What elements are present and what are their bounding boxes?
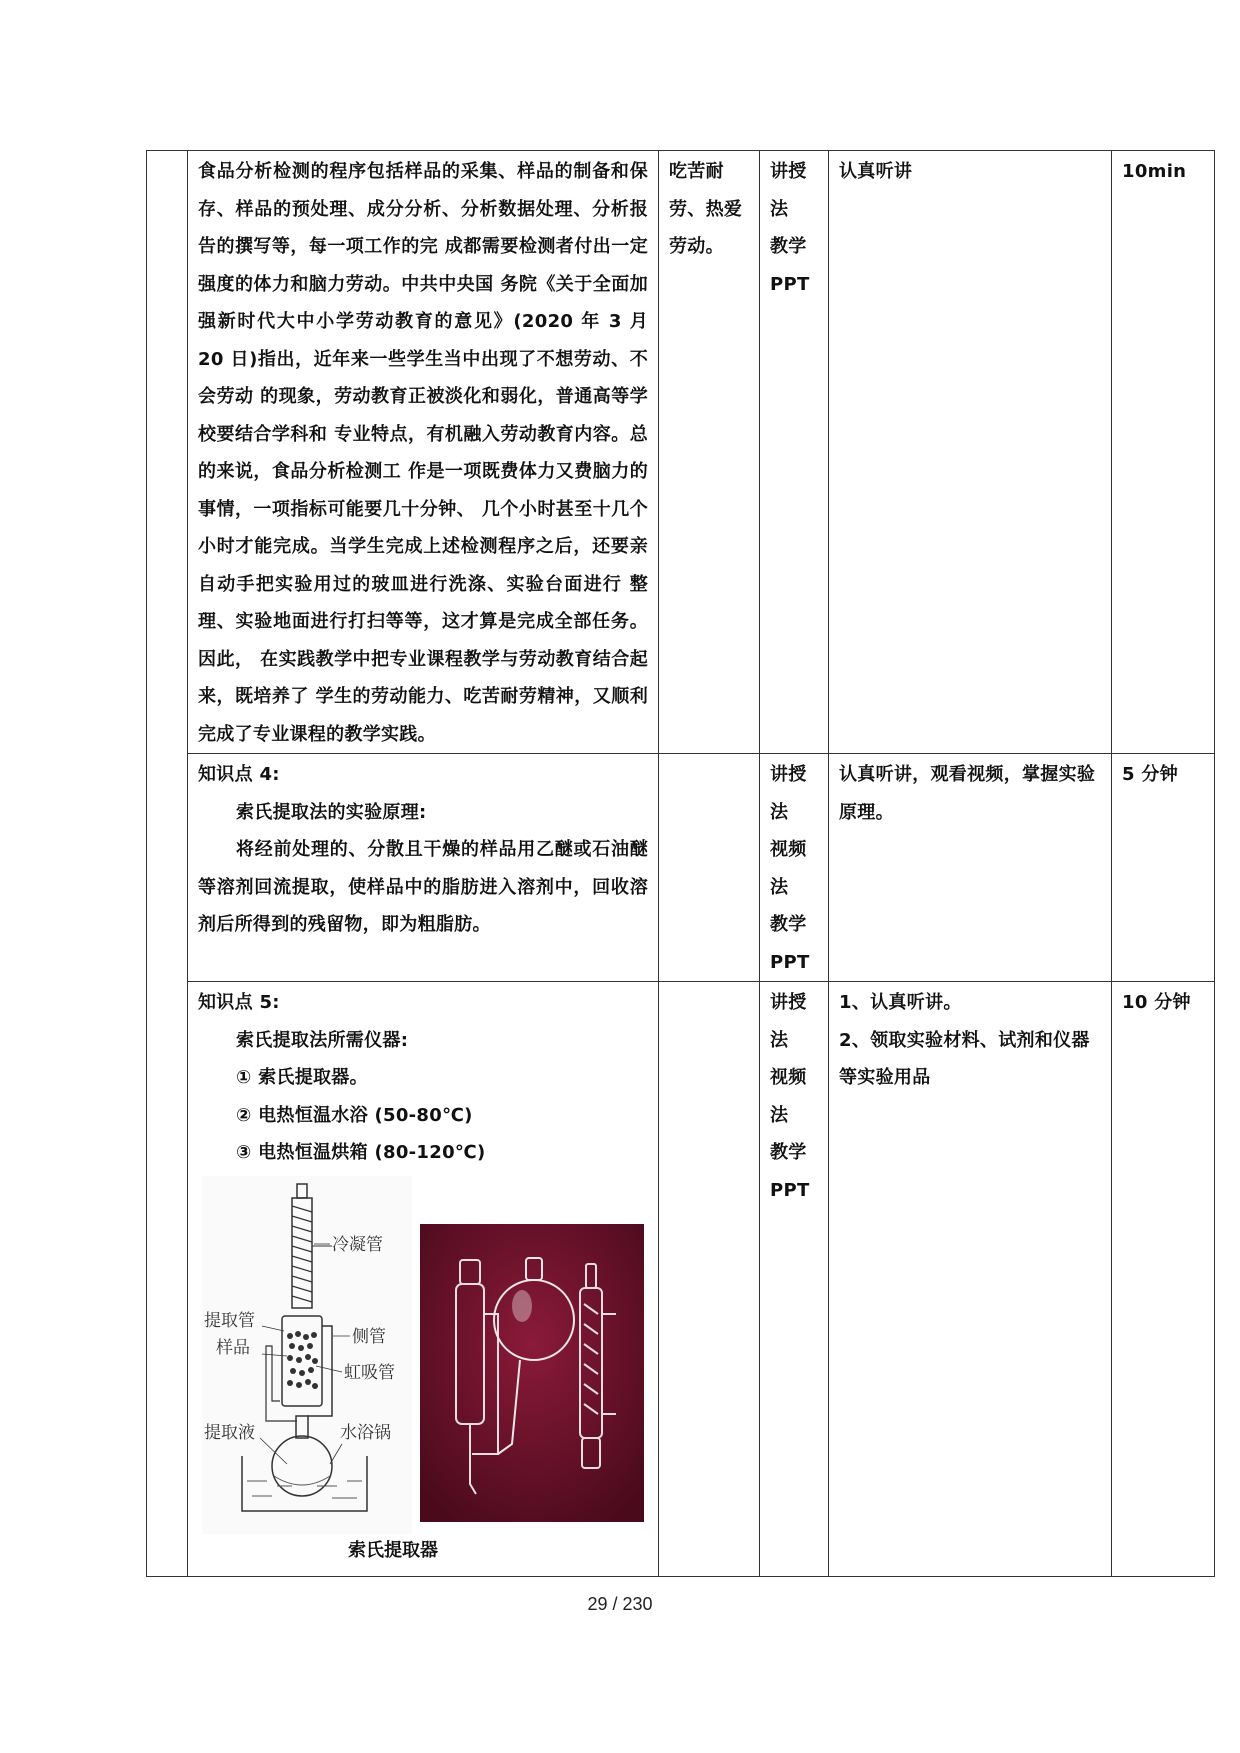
- time-text: 10min: [1122, 161, 1187, 182]
- content-cell: [188, 754, 659, 982]
- method-line: 法: [770, 1029, 789, 1051]
- figure-caption: 索氏提取器: [348, 1539, 438, 1561]
- figure-area: [188, 1176, 658, 1536]
- content-paragraph: 食品分析检测的程序包括样品的采集、样品的制备和保存、样品的预处理、成分分析、分析数据处理、分析报告的撰写等，每一项工作的完 成都需要检测者付出一定强度的体力和脑力劳动。中共中央国 务院《关于全面加强新时代大中小学劳动教育的意见》(2020 年 3 月 20 日)指出，近年来一些学生当中出现了不想劳动、不会劳动 的现象，劳动教育正被淡化和弱化，普通高等学校要结合学科和 专业特点，有机融入劳动教育内容。总的来说，食品分析检测工 作是一项既费体力又费脑力的事情，一项指标可能要几十分钟、 几个小时甚至十几个小时才能完成。当学生完成上述检测程序之后，还要亲自动手把实验用过的玻皿进行洗涤、实验台面进行 整理、实验地面进行打扫等等，这才算是完成全部任务。因此， 在实践教学中把专业课程教学与劳动教育结合起来，既培养了 学生的劳动能力、吃苦耐劳精神，又顺利完成了专业课程的教学实践。: [198, 161, 648, 745]
- knowledge-point-title: 知识点 5:: [198, 992, 280, 1013]
- knowledge-point-subtitle: 索氏提取法的实验原理:: [236, 801, 427, 823]
- activity-cell: [829, 754, 1112, 982]
- method-cell: [760, 754, 829, 982]
- label-side-tube: 侧管: [352, 1326, 386, 1347]
- method-cell: [760, 151, 829, 754]
- label-extract-tube: 提取管: [204, 1310, 255, 1331]
- ideology-text: [659, 754, 759, 756]
- method-line: 讲授: [770, 992, 807, 1013]
- method-line: 法: [770, 198, 789, 220]
- method-line: PPT: [770, 273, 810, 295]
- table-row: [147, 754, 1215, 982]
- method-line: 法: [770, 801, 789, 823]
- empty-index-cell: [147, 151, 188, 1577]
- ideology-cell: [659, 982, 760, 1577]
- method-line: 讲授: [770, 764, 807, 785]
- ideology-cell: [659, 754, 760, 982]
- knowledge-point-subtitle: 索氏提取法所需仪器:: [236, 1029, 409, 1051]
- time-text: 5 分钟: [1122, 764, 1178, 785]
- label-siphon: 虹吸管: [344, 1362, 395, 1383]
- label-water-bath: 水浴锅: [340, 1422, 391, 1443]
- method-line: 讲授: [770, 161, 807, 182]
- instrument-item: ② 电热恒温水浴 (50-80℃): [236, 1104, 473, 1126]
- time-cell: [1112, 151, 1215, 754]
- time-cell: [1112, 754, 1215, 982]
- method-line: PPT: [770, 1179, 810, 1201]
- soxhlet-photo: [420, 1224, 644, 1522]
- time-cell: [1112, 982, 1215, 1577]
- method-line: 法: [770, 876, 789, 898]
- activity-line: 2、领取实验材料、试剂和仪器等实验用品: [839, 1029, 1090, 1088]
- page-number: 29 / 230: [587, 1594, 653, 1614]
- instrument-item: ③ 电热恒温烘箱 (80-120℃): [236, 1142, 486, 1163]
- activity-cell: [829, 982, 1112, 1577]
- instrument-item: ① 索氏提取器。: [236, 1067, 368, 1088]
- ideology-text: 吃苦耐劳、热爱劳动。: [669, 161, 743, 257]
- label-extract-liquid: 提取液: [204, 1422, 255, 1443]
- lesson-plan-table: [146, 150, 1215, 1577]
- activity-text: 认真听讲，观看视频，掌握实验原理。: [839, 764, 1096, 823]
- activity-text: 认真听讲: [839, 161, 913, 182]
- label-condenser: 冷凝管: [332, 1234, 383, 1255]
- label-sample: 样品: [216, 1337, 250, 1358]
- activity-line: 1、认真听讲。: [839, 992, 962, 1013]
- ideology-text: [659, 982, 759, 984]
- method-line: 视频: [770, 839, 807, 860]
- knowledge-point-body: 将经前处理的、分散且干燥的样品用乙醚或石油醚等溶剂回流提取，使样品中的脂肪进入溶剂中，回收溶剂后所得到的残留物，即为粗脂肪。: [198, 839, 648, 935]
- knowledge-point-title: 知识点 4:: [198, 764, 280, 785]
- method-cell: [760, 982, 829, 1577]
- method-line: 视频: [770, 1067, 807, 1088]
- content-cell: [188, 151, 659, 754]
- soxhlet-diagram: [202, 1176, 412, 1534]
- method-line: 法: [770, 1104, 789, 1126]
- activity-cell: [829, 151, 1112, 754]
- method-line: PPT: [770, 951, 810, 973]
- table-row: [147, 151, 1215, 754]
- method-line: 教学: [770, 914, 807, 935]
- method-line: 教学: [770, 236, 807, 257]
- table-row: [147, 982, 1215, 1577]
- content-cell: [188, 982, 659, 1577]
- time-text: 10 分钟: [1122, 992, 1191, 1013]
- method-line: 教学: [770, 1142, 807, 1163]
- ideology-cell: [659, 151, 760, 754]
